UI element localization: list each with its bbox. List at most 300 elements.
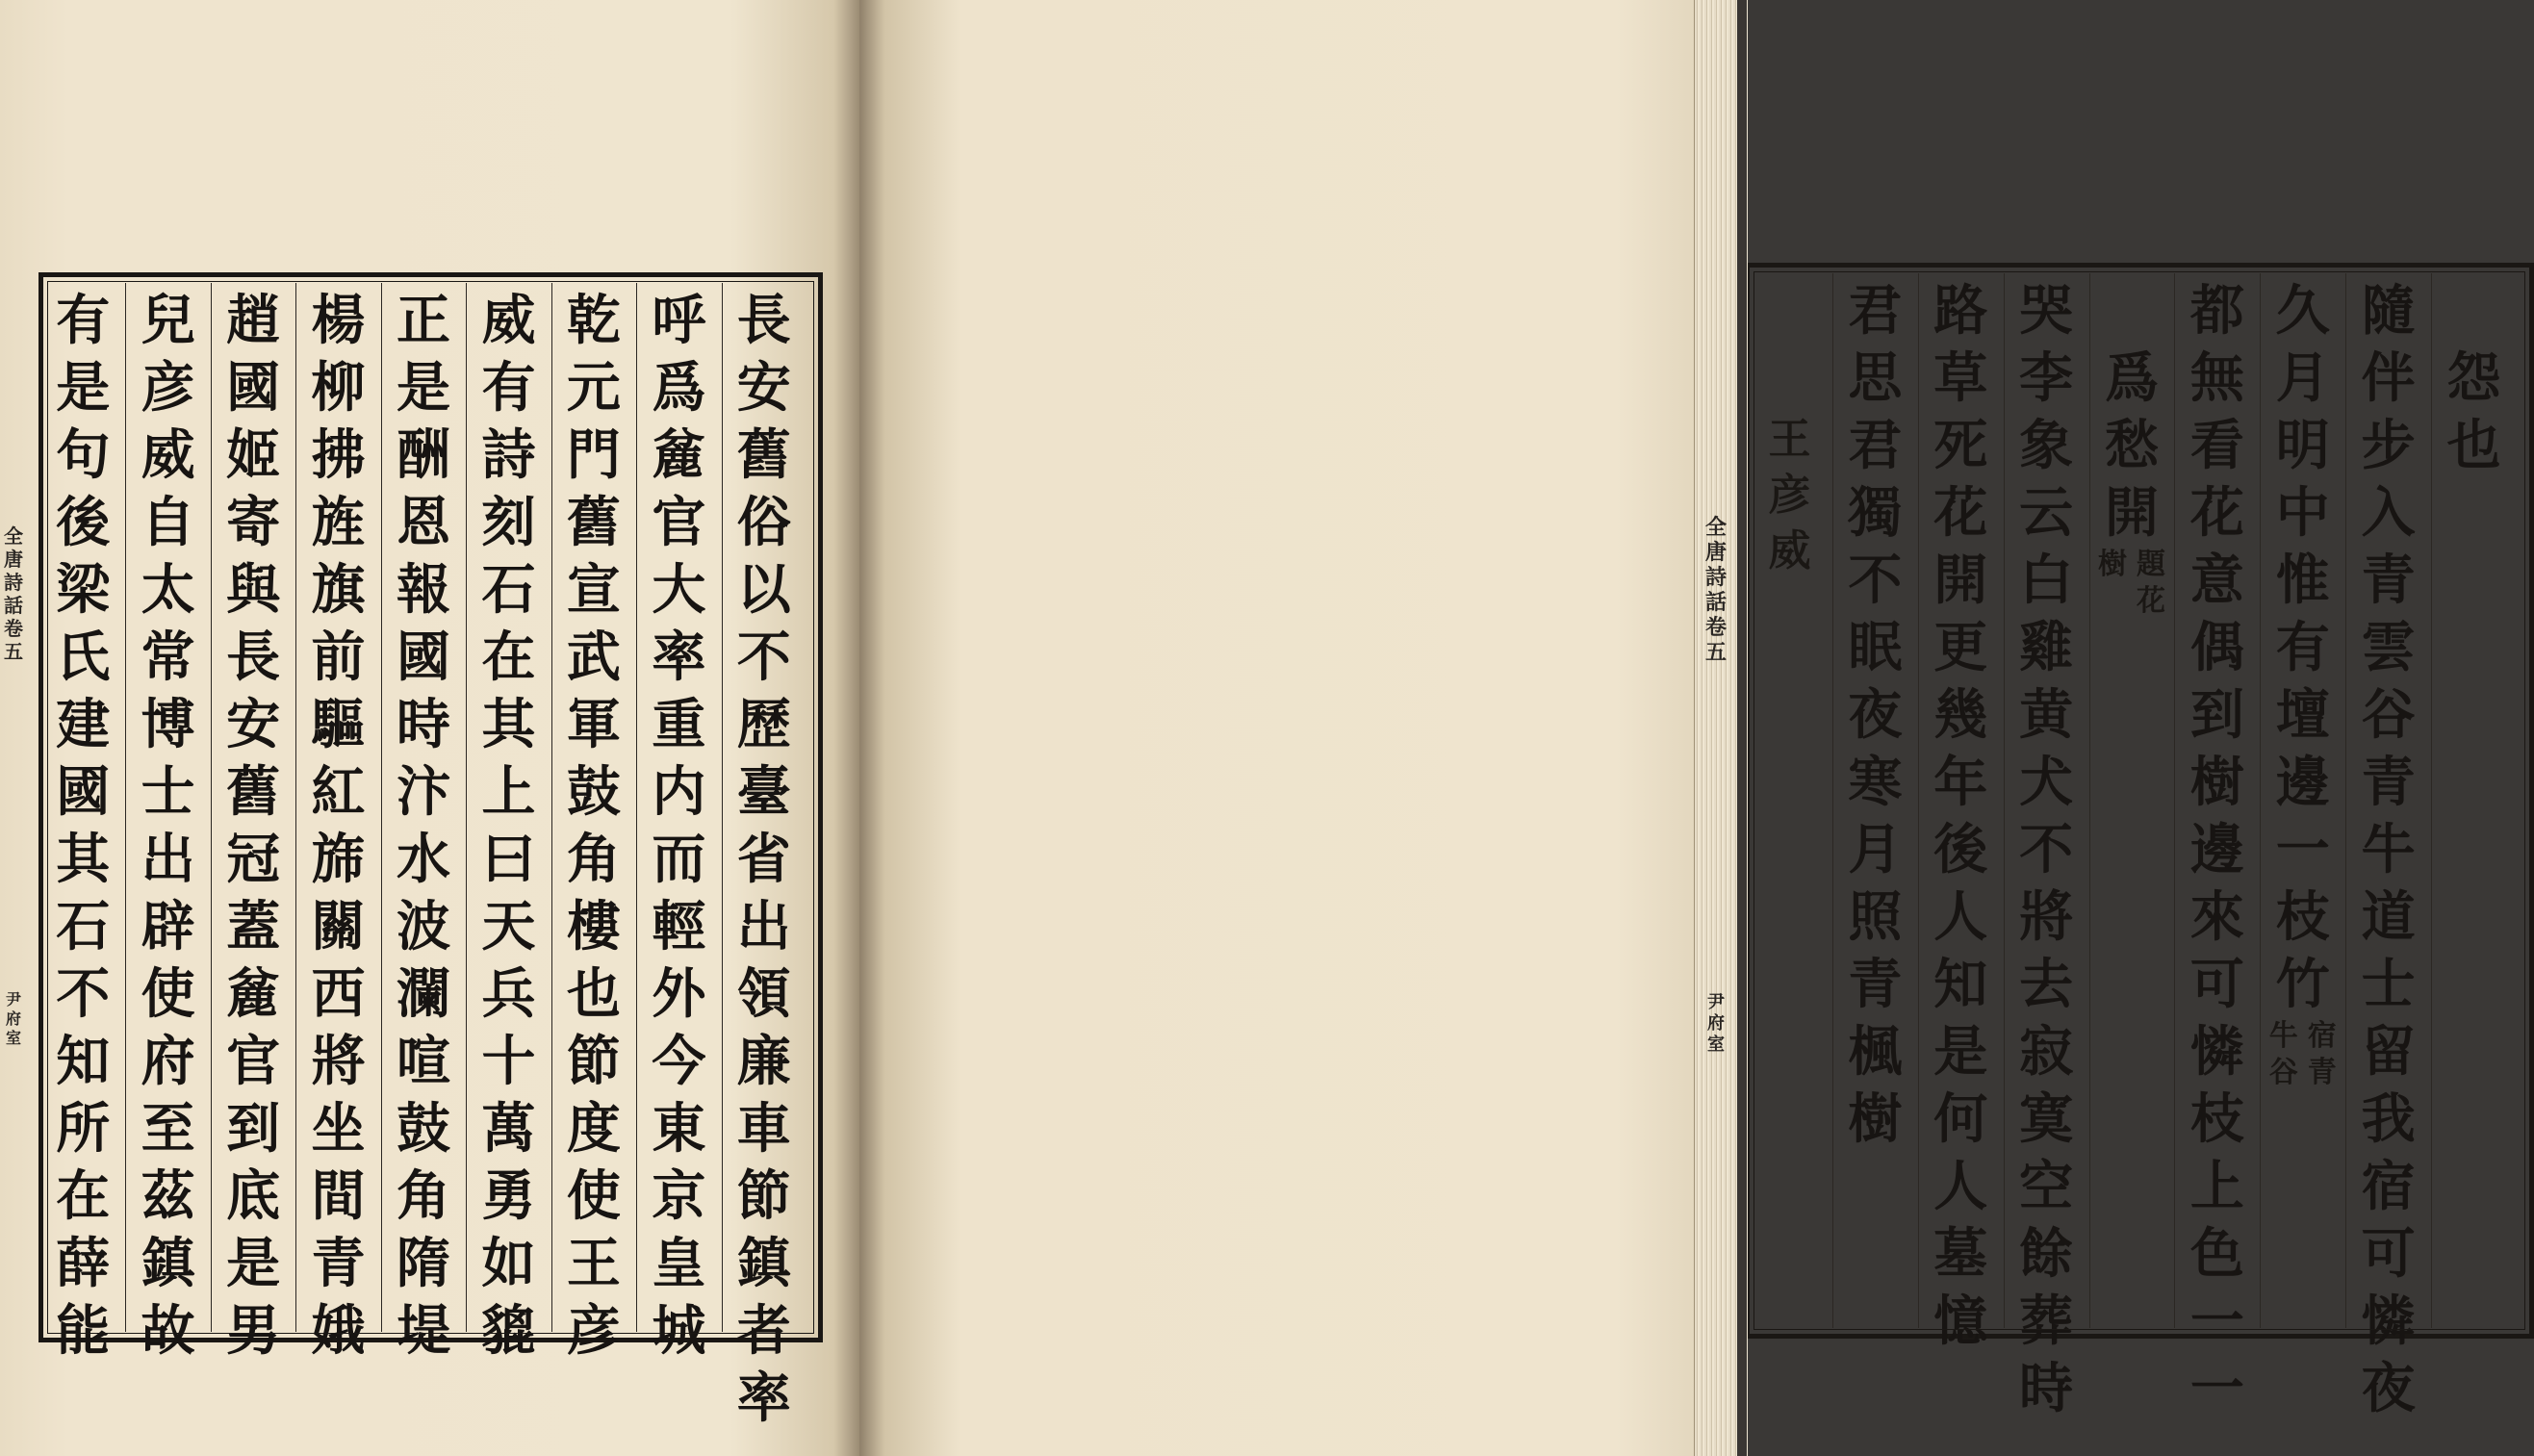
glyph: 歷 (736, 693, 791, 756)
glyph: 門 (566, 423, 621, 487)
glyph: 以 (736, 558, 791, 622)
annotation-note (2089, 547, 2174, 620)
note-right (2134, 547, 2168, 620)
glyph: 死 (1933, 414, 1988, 477)
glyph: 思 (1848, 346, 1903, 410)
note-glyph: 谷 (2268, 1056, 2298, 1089)
column-text (40, 287, 125, 1365)
column-text (551, 287, 636, 1365)
glyph: 照 (1848, 885, 1903, 949)
glyph: 辟 (141, 895, 195, 958)
glyph: 去 (2019, 953, 2074, 1016)
text-column (1832, 277, 1917, 1153)
glyph: 節 (736, 1164, 791, 1228)
glyph: 旌 (311, 491, 366, 554)
text-column (466, 287, 550, 1365)
glyph: 瀾 (397, 962, 450, 1026)
glyph: 句 (56, 423, 111, 487)
text-column (551, 287, 636, 1365)
author-name: 王 (1768, 415, 1811, 464)
glyph: 寞 (2019, 1087, 2074, 1151)
glyph: 舊 (226, 760, 281, 824)
glyph: 怨 (2446, 346, 2501, 410)
glyph: 爲 (652, 356, 706, 420)
glyph: 宿 (2361, 1155, 2416, 1218)
glyph: 是 (397, 356, 450, 420)
glyph: 角 (566, 828, 621, 891)
glyph: 使 (141, 962, 195, 1026)
glyph: 外 (652, 962, 706, 1026)
glyph: 酬 (397, 423, 450, 487)
glyph: 度 (566, 1097, 621, 1161)
glyph: 都 (2189, 279, 2244, 343)
glyph: 前 (311, 626, 366, 689)
glyph: 石 (56, 895, 111, 958)
glyph: 其 (481, 693, 536, 756)
glyph: 有 (56, 289, 111, 352)
glyph: 底 (226, 1164, 281, 1228)
text-column (1747, 277, 1831, 579)
glyph: 元 (566, 356, 621, 420)
glyph: 幾 (1933, 683, 1988, 747)
glyph: 餘 (2019, 1222, 2074, 1286)
glyph: 邊 (2189, 818, 2244, 881)
glyph: 府 (141, 1030, 195, 1093)
glyph: 月 (2275, 346, 2330, 410)
glyph: 邊 (2275, 751, 2330, 814)
glyph: 姬 (226, 423, 281, 487)
glyph: 留 (2361, 1020, 2416, 1084)
glyph: 李 (2019, 346, 2074, 410)
right-margin-title (1705, 515, 1727, 1056)
glyph: 時 (397, 693, 450, 756)
column-text (2261, 277, 2345, 1018)
glyph: 開 (2105, 481, 2159, 545)
glyph: 知 (1933, 953, 1988, 1016)
glyph: 喧 (397, 1030, 450, 1093)
text-column (722, 287, 806, 1432)
glyph: 白 (2019, 549, 2074, 612)
column-text (2089, 345, 2174, 547)
glyph: 臺 (736, 760, 791, 824)
glyph: 年 (1933, 751, 1988, 814)
glyph: 梁 (56, 558, 111, 622)
glyph: 牛 (2361, 818, 2416, 881)
glyph: 男 (226, 1299, 281, 1363)
glyph: 使 (566, 1164, 621, 1228)
glyph: 冠 (226, 828, 281, 891)
glyph: 大 (652, 558, 706, 622)
glyph: 不 (56, 962, 111, 1026)
glyph: 一 (2189, 1357, 2244, 1420)
glyph: 路 (1933, 279, 1988, 343)
left-margin-title (4, 524, 23, 1048)
glyph: 刻 (481, 491, 536, 554)
glyph: 出 (141, 828, 195, 891)
glyph: 葬 (2019, 1290, 2074, 1353)
glyph: 樓 (566, 895, 621, 958)
glyph: 萬 (481, 1097, 536, 1161)
glyph: 茲 (141, 1164, 195, 1228)
glyph: 率 (652, 626, 706, 689)
glyph: 枝 (2189, 1087, 2244, 1151)
glyph: 紅 (311, 760, 366, 824)
glyph: 勇 (481, 1164, 536, 1228)
glyph: 長 (226, 626, 281, 689)
margin-footer-text: 尹 府 室 (1707, 992, 1725, 1055)
note-glyph: 宿 (2307, 1019, 2337, 1053)
glyph: 堤 (397, 1299, 450, 1363)
glyph: 步 (2361, 414, 2416, 477)
glyph: 士 (141, 760, 195, 824)
left-page (0, 0, 859, 1456)
glyph: 水 (397, 828, 450, 891)
glyph: 花 (1933, 481, 1988, 545)
glyph: 舊 (566, 491, 621, 554)
glyph: 官 (652, 491, 706, 554)
glyph: 詩 (481, 423, 536, 487)
glyph: 所 (56, 1097, 111, 1161)
glyph: 兒 (141, 289, 195, 352)
glyph: 薛 (56, 1232, 111, 1295)
glyph: 到 (2189, 683, 2244, 747)
glyph: 京 (652, 1164, 706, 1228)
glyph: 麄 (652, 423, 706, 487)
glyph: 麄 (226, 962, 281, 1026)
text-column (2261, 277, 2345, 1091)
note-glyph: 牛 (2268, 1019, 2298, 1053)
column-text (466, 287, 550, 1365)
glyph: 節 (566, 1030, 621, 1093)
note-left (2095, 547, 2130, 620)
author-name: 彦 (1768, 471, 1811, 520)
glyph: 入 (2361, 481, 2416, 545)
page-edge-shadow (1737, 0, 1747, 1456)
glyph: 到 (226, 1097, 281, 1161)
glyph: 有 (481, 356, 536, 420)
glyph: 墓 (1933, 1222, 1988, 1286)
glyph: 寒 (1848, 751, 1903, 814)
glyph: 恩 (397, 491, 450, 554)
glyph: 雞 (2019, 616, 2074, 679)
margin-title-text: 全 唐 詩 話 卷 五 (1705, 515, 1728, 665)
glyph: 者 (736, 1299, 791, 1363)
glyph: 君 (1848, 279, 1903, 343)
margin-title-text: 全 唐 詩 話 卷 五 (4, 524, 23, 663)
glyph: 重 (652, 693, 706, 756)
glyph: 安 (736, 356, 791, 420)
glyph: 如 (481, 1232, 536, 1295)
author-name: 威 (1768, 526, 1811, 575)
glyph: 武 (566, 626, 621, 689)
glyph: 省 (736, 828, 791, 891)
text-column (2432, 277, 2517, 479)
glyph: 皇 (652, 1232, 706, 1295)
glyph: 其 (56, 828, 111, 891)
glyph: 俗 (736, 491, 791, 554)
glyph: 中 (2275, 481, 2330, 545)
glyph: 憐 (2189, 1020, 2244, 1084)
glyph: 國 (397, 626, 450, 689)
glyph: 故 (141, 1299, 195, 1363)
glyph: 獨 (1848, 481, 1903, 545)
glyph: 壇 (2275, 683, 2330, 747)
glyph: 上 (481, 760, 536, 824)
text-column (126, 287, 211, 1365)
column-text (126, 287, 211, 1365)
glyph: 無 (2189, 346, 2244, 410)
glyph: 西 (311, 962, 366, 1026)
glyph: 月 (1848, 818, 1903, 881)
glyph: 草 (1933, 346, 1988, 410)
glyph: 後 (1933, 818, 1988, 881)
glyph: 寂 (2019, 1020, 2074, 1084)
glyph: 能 (56, 1299, 111, 1363)
glyph: 何 (1933, 1087, 1988, 1151)
glyph: 坐 (311, 1097, 366, 1161)
text-column (2004, 277, 2088, 1422)
glyph: 領 (736, 962, 791, 1026)
glyph: 枝 (2275, 885, 2330, 949)
glyph: 樹 (1848, 1087, 1903, 1151)
glyph: 寄 (226, 491, 281, 554)
glyph: 時 (2019, 1357, 2074, 1420)
column-text (1918, 277, 2003, 1355)
glyph: 犬 (2019, 751, 2074, 814)
text-column (211, 287, 295, 1365)
glyph: 是 (1933, 1020, 1988, 1084)
text-column (40, 287, 125, 1365)
glyph: 楓 (1848, 1020, 1903, 1084)
glyph: 也 (2446, 414, 2501, 477)
glyph: 伴 (2361, 346, 2416, 410)
glyph: 一 (2189, 1290, 2244, 1353)
glyph: 氏 (56, 626, 111, 689)
glyph: 青 (2361, 549, 2416, 612)
text-column (296, 287, 381, 1365)
column-text (636, 287, 721, 1365)
glyph: 國 (56, 760, 111, 824)
column-text (381, 287, 466, 1365)
glyph: 士 (2361, 953, 2416, 1016)
glyph: 隋 (397, 1232, 450, 1295)
glyph: 輕 (652, 895, 706, 958)
glyph: 與 (226, 558, 281, 622)
column-text (211, 287, 295, 1365)
glyph: 國 (226, 356, 281, 420)
glyph: 舊 (736, 423, 791, 487)
glyph: 爲 (2105, 346, 2159, 410)
glyph: 君 (1848, 414, 1903, 477)
glyph: 開 (1933, 549, 1988, 612)
glyph: 軍 (566, 693, 621, 756)
glyph: 石 (481, 558, 536, 622)
glyph: 廉 (736, 1030, 791, 1093)
glyph: 王 (566, 1232, 621, 1295)
glyph: 竹 (2275, 953, 2330, 1016)
glyph: 雲 (2361, 616, 2416, 679)
glyph: 報 (397, 558, 450, 622)
glyph: 波 (397, 895, 450, 958)
glyph: 蓋 (226, 895, 281, 958)
glyph: 曰 (481, 828, 536, 891)
glyph: 憶 (1933, 1290, 1988, 1353)
glyph: 彦 (141, 356, 195, 420)
glyph: 花 (2189, 481, 2244, 545)
glyph: 正 (397, 289, 450, 352)
glyph: 夜 (1848, 683, 1903, 747)
text-column (2175, 277, 2260, 1422)
text-column (1918, 277, 2003, 1355)
glyph: 旗 (311, 558, 366, 622)
left-text-frame (38, 272, 823, 1430)
glyph: 將 (311, 1030, 366, 1093)
glyph: 人 (1933, 1155, 1988, 1218)
glyph: 在 (56, 1164, 111, 1228)
glyph: 不 (1848, 549, 1903, 612)
column-text (722, 287, 806, 1432)
glyph: 彦 (566, 1299, 621, 1363)
column-text (2004, 277, 2088, 1422)
glyph: 憐 (2361, 1290, 2416, 1353)
glyph: 乾 (566, 289, 621, 352)
glyph: 兵 (481, 962, 536, 1026)
glyph: 偶 (2189, 616, 2244, 679)
glyph: 更 (1933, 616, 1988, 679)
glyph: 鎮 (736, 1232, 791, 1295)
glyph: 宣 (566, 558, 621, 622)
glyph: 長 (736, 289, 791, 352)
column-text (296, 287, 381, 1365)
glyph: 可 (2361, 1222, 2416, 1286)
note-glyph: 花 (2137, 584, 2165, 618)
glyph: 一 (2275, 818, 2330, 881)
glyph: 柳 (311, 356, 366, 420)
glyph: 關 (311, 895, 366, 958)
glyph: 是 (226, 1232, 281, 1295)
note-glyph: 樹 (2098, 548, 2127, 581)
glyph: 楊 (311, 289, 366, 352)
glyph: 來 (2189, 885, 2244, 949)
text-column (636, 287, 721, 1365)
glyph: 威 (141, 423, 195, 487)
glyph: 在 (481, 626, 536, 689)
glyph: 隨 (2361, 279, 2416, 343)
glyph: 娥 (311, 1299, 366, 1363)
glyph: 樹 (2189, 751, 2244, 814)
glyph: 今 (652, 1030, 706, 1093)
glyph: 率 (736, 1367, 791, 1430)
glyph: 不 (2019, 818, 2074, 881)
glyph: 云 (2019, 481, 2074, 545)
glyph: 知 (56, 1030, 111, 1093)
column-text (1747, 412, 1831, 579)
glyph: 建 (56, 693, 111, 756)
glyph: 汴 (397, 760, 450, 824)
column-text (2175, 277, 2260, 1422)
glyph: 鼓 (397, 1097, 450, 1161)
glyph: 可 (2189, 953, 2244, 1016)
glyph: 也 (566, 962, 621, 1026)
glyph: 久 (2275, 279, 2330, 343)
glyph: 眠 (1848, 616, 1903, 679)
glyph: 而 (652, 828, 706, 891)
glyph: 威 (481, 289, 536, 352)
text-column (2346, 277, 2431, 1422)
glyph: 看 (2189, 414, 2244, 477)
glyph: 安 (226, 693, 281, 756)
glyph: 意 (2189, 549, 2244, 612)
glyph: 將 (2019, 885, 2074, 949)
glyph: 人 (1933, 885, 1988, 949)
glyph: 旆 (311, 828, 366, 891)
glyph: 哭 (2019, 279, 2074, 343)
glyph: 空 (2019, 1155, 2074, 1218)
right-text-frame (1745, 263, 2534, 1420)
glyph: 拂 (311, 423, 366, 487)
glyph: 角 (397, 1164, 450, 1228)
glyph: 上 (2189, 1155, 2244, 1218)
glyph: 官 (226, 1030, 281, 1093)
glyph: 天 (481, 895, 536, 958)
glyph: 趙 (226, 289, 281, 352)
glyph: 自 (141, 491, 195, 554)
annotation-note (2261, 1018, 2345, 1091)
glyph: 惟 (2275, 549, 2330, 612)
glyph: 谷 (2361, 683, 2416, 747)
glyph: 東 (652, 1097, 706, 1161)
glyph: 明 (2275, 414, 2330, 477)
note-glyph: 青 (2307, 1056, 2337, 1089)
glyph: 博 (141, 693, 195, 756)
glyph: 内 (652, 760, 706, 824)
glyph: 夜 (2361, 1357, 2416, 1420)
text-column (381, 287, 466, 1365)
note-right (2305, 1018, 2340, 1091)
glyph: 貔 (481, 1299, 536, 1363)
margin-footer-text: 尹 府 室 (5, 990, 21, 1047)
glyph: 色 (2189, 1222, 2244, 1286)
note-glyph: 題 (2137, 548, 2165, 581)
glyph: 青 (1848, 953, 1903, 1016)
glyph: 我 (2361, 1087, 2416, 1151)
glyph: 黄 (2019, 683, 2074, 747)
glyph: 有 (2275, 616, 2330, 679)
glyph: 鎮 (141, 1232, 195, 1295)
glyph: 是 (56, 356, 111, 420)
glyph: 愁 (2105, 414, 2159, 477)
text-column (2089, 277, 2174, 620)
glyph: 出 (736, 895, 791, 958)
glyph: 道 (2361, 885, 2416, 949)
glyph: 十 (481, 1030, 536, 1093)
glyph: 城 (652, 1299, 706, 1363)
glyph: 至 (141, 1097, 195, 1161)
glyph: 不 (736, 626, 791, 689)
glyph: 常 (141, 626, 195, 689)
glyph: 青 (311, 1232, 366, 1295)
glyph: 青 (2361, 751, 2416, 814)
glyph: 象 (2019, 414, 2074, 477)
column-text (2346, 277, 2431, 1422)
glyph: 間 (311, 1164, 366, 1228)
glyph: 後 (56, 491, 111, 554)
note-left (2266, 1018, 2301, 1091)
glyph: 呼 (652, 289, 706, 352)
glyph: 車 (736, 1097, 791, 1161)
glyph: 驅 (311, 693, 366, 756)
column-text (2432, 345, 2517, 479)
